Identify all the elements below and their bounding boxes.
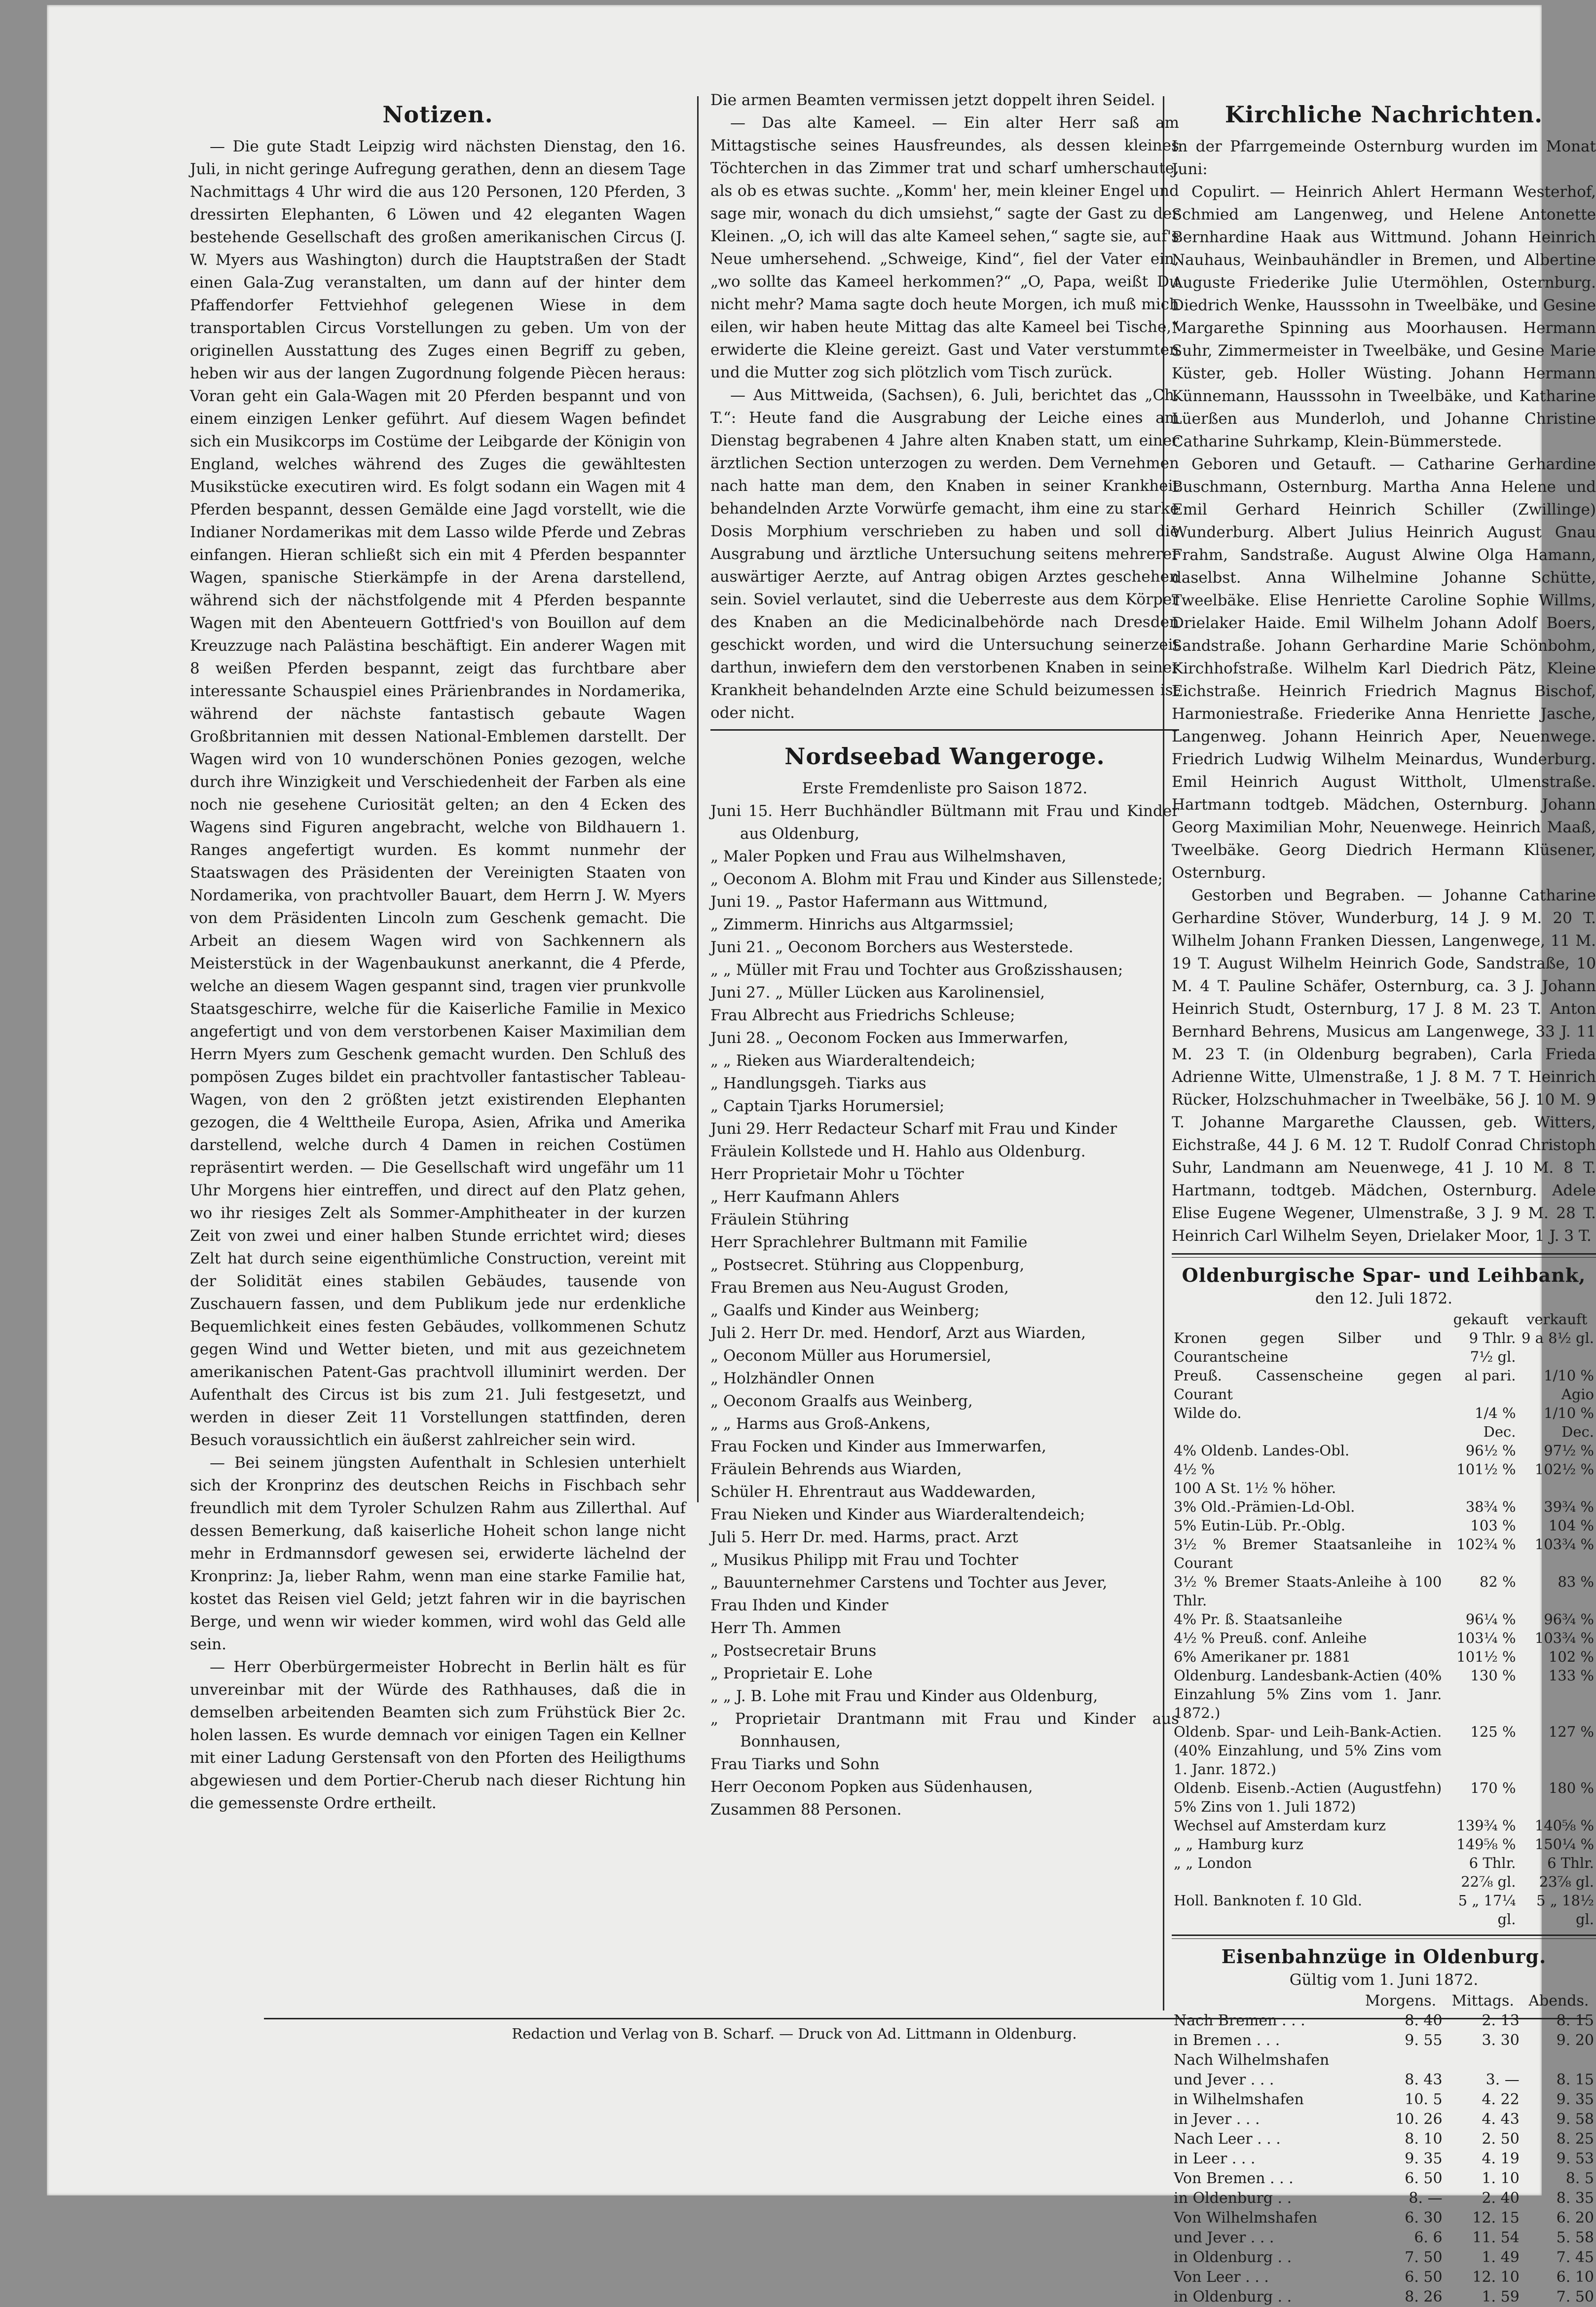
table-cell (1357, 2050, 1445, 2070)
table-cell: in Bremen . . . (1174, 2032, 1280, 2049)
table-cell: 2. 13 (1482, 2012, 1520, 2029)
table-row (1172, 1460, 1596, 1479)
table-cell: Wilde do. (1174, 1405, 1242, 1421)
table-cell: 103¾ % (1534, 1630, 1594, 1646)
table-cell: in Oldenburg . . (1174, 2288, 1292, 2306)
guest-list-item: Schüler H. Ehrentraut aus Waddewarden, (710, 1483, 1036, 1501)
table-cell: 125 % (1470, 1723, 1516, 1740)
table-cell: Oldenb. Spar- und Leih-Bank-Actien. (40% Einzahlung, und 5% Zins vom 1. Janr. 1872.) (1174, 1723, 1442, 1778)
table-cell: 7. 45 (1556, 2249, 1594, 2266)
guest-list-item: „ Musikus Philipp mit Frau und Tochter (710, 1551, 1018, 1569)
section-title-trains: Eisenbahnzüge in Oldenburg. (1221, 1945, 1547, 1968)
table-cell: 103¼ % (1456, 1630, 1516, 1646)
table-cell: 102 % (1548, 1648, 1594, 1665)
table-row (1172, 1535, 1596, 1572)
table-cell: 8. 25 (1556, 2130, 1594, 2148)
table-cell: 6% Amerikaner pr. 1881 (1174, 1648, 1351, 1665)
table-cell: 96½ % (1465, 1442, 1516, 1459)
column-right (1172, 89, 1596, 2307)
table-cell: in Jever . . . (1174, 2111, 1260, 2128)
table-cell: 102¾ % (1456, 1536, 1516, 1553)
guest-list-item: „ Postsecretair Bruns (710, 1642, 877, 1660)
guest-list-item: „ Captain Tjarks Horumersiel; (710, 1097, 945, 1115)
table-cell: 1. 10 (1482, 2170, 1520, 2187)
table-cell: Von Leer . . . (1174, 2269, 1269, 2286)
table-header-cell: verkauft (1526, 1311, 1588, 1328)
table-cell: 101½ % (1456, 1648, 1516, 1665)
table-cell: 83 % (1558, 1573, 1594, 1590)
table-cell: 97½ % (1544, 1442, 1594, 1459)
table-cell: 150¼ % (1534, 1836, 1594, 1853)
table-header-cell (1172, 1991, 1357, 2011)
footer-rule (264, 2018, 1586, 2019)
table-row (1172, 2149, 1596, 2169)
table-cell: 6. 10 (1556, 2269, 1594, 2286)
table-row (1172, 2287, 1596, 2307)
table-cell: und Jever . . . (1174, 2071, 1274, 2088)
table-cell: 8. 5 (1565, 2170, 1594, 2187)
table-cell: 1/10 % Dec. (1544, 1405, 1594, 1440)
guest-list-item: Herr Sprachlehrer Bultmann mit Familie (710, 1233, 1028, 1251)
article-hobrecht: — Herr Oberbürgermeister Hobrecht in Berlin hält es für unvereinbar mit der Würde des Rathhauses, daß die in demselben arbeitenden Beamten sich zum Frühstück Bier 2c. holen lassen. Es wurde demnach vor einigen Tagen ein Kellner mit einer Ladung Gerstensaft von den Pforten des Heiligthums abgewiesen und dem Portier-Cherub nach dieser Richtung hin die gemessenste Ordre ertheilt. (190, 1658, 686, 1812)
guest-list-item: „ Gaalfs und Kinder aus Weinberg; (710, 1302, 980, 1319)
imprint-footer: Redaction und Verlag von B. Scharf. — Druck von Ad. Littmann in Oldenburg. (512, 2025, 1077, 2042)
table-cell: 8. 10 (1405, 2130, 1443, 2148)
bank-rates-table (1172, 1310, 1596, 1929)
table-row (1172, 2129, 1596, 2149)
table-cell (1445, 2050, 1522, 2070)
table-row (1172, 1779, 1596, 1816)
table-cell: 4. 19 (1482, 2150, 1520, 2167)
guest-list-item: „ Maler Popken und Frau aus Wilhelmshaven, (710, 848, 1067, 865)
table-cell: 7. 50 (1405, 2249, 1443, 2266)
table-cell: 5 „ 18½ gl. (1536, 1892, 1594, 1928)
table-cell: 127 % (1548, 1723, 1594, 1740)
divider (1172, 1253, 1596, 1258)
kirchliche-intro: In der Pfarrgemeinde Osternburg wurden im Monat Juni: (1172, 138, 1596, 178)
table-cell: 100 A St. 1½ % höher. (1174, 1480, 1336, 1496)
guest-list-item: „ „ Müller mit Frau und Tochter aus Großzisshausen; (710, 961, 1123, 979)
table-cell (1518, 1479, 1596, 1497)
table-cell (1444, 1479, 1518, 1497)
table-cell: 103¾ % (1534, 1536, 1594, 1553)
table-cell: 96¾ % (1544, 1611, 1594, 1628)
table-cell: Kronen gegen Silber und Courantscheine (1174, 1330, 1442, 1365)
table-cell: 1/4 % Dec. (1475, 1405, 1516, 1440)
table-cell: 6. 20 (1556, 2209, 1594, 2227)
table-cell (1522, 2050, 1596, 2070)
table-cell: 1. 49 (1482, 2249, 1520, 2266)
table-cell: 11. 54 (1472, 2229, 1520, 2246)
table-row (1172, 1572, 1596, 1610)
table-cell: 139¾ % (1456, 1817, 1516, 1834)
table-cell: „ „ London (1174, 1855, 1252, 1871)
table-row (1172, 1516, 1596, 1535)
column-middle (710, 89, 1179, 1821)
table-cell: 4. 22 (1482, 2091, 1520, 2108)
guest-list-item: „ Zimmerm. Hinrichs aus Altgarmssiel; (710, 916, 1014, 933)
table-cell: 4% Oldenb. Landes-Obl. (1174, 1442, 1350, 1459)
guest-list-item: „ Handlungsgeh. Tiarks aus (710, 1075, 927, 1092)
table-cell: Nach Leer . . . (1174, 2130, 1281, 2148)
guest-list-item: „ Postsecret. Stühring aus Cloppenburg, (710, 1256, 1025, 1274)
table-header-cell: Morgens. (1365, 1992, 1437, 2009)
table-cell: 6. 30 (1405, 2209, 1443, 2227)
table-cell: 39¾ % (1544, 1498, 1594, 1515)
table-cell: 10. 26 (1395, 2111, 1443, 2128)
table-row (1172, 1441, 1596, 1460)
guest-list-item: Juni 19. „ Pastor Hafermann aus Wittmund, (710, 893, 1048, 911)
table-cell: 1. 59 (1482, 2288, 1520, 2306)
bank-date: den 12. Juli 1872. (1315, 1290, 1452, 1307)
table-cell: 8. 40 (1405, 2012, 1443, 2029)
table-cell: 4. 43 (1482, 2111, 1520, 2128)
article-kameel: — Das alte Kameel. — Ein alter Herr saß am Mittagstische seines Hausfreundes, als dessen kleines Töchterchen in das Zimmer trat und scharf umherschaute, als ob es etwas suchte. „Komm' her, mein kleiner Engel und sage mir, wonach du dich umsiehst,“ sagte der Gast zu der Kleinen. „O, ich will das alte Kameel sehen,“ sagte sie, auf's Neue umhersehend. „Schweige, Kind“, fiel der Vater ein, „wo sollte das Kameel herkommen?“ „O, Papa, weißt Du nicht mehr? Mama sagte doch heute Morgen, ich muß mich eilen, wir haben heute Mittag das alte Kameel bei Tische,“ erwiderte die Kleine gereizt. Gast und Vater verstummten und die Mutter zog sich plötzlich vom Tisch zurück. (710, 114, 1179, 381)
table-cell: 103 % (1470, 1517, 1516, 1534)
table-row (1172, 1816, 1596, 1835)
guest-list-item: Frau Albrecht aus Friedrichs Schleuse; (710, 1006, 1015, 1024)
table-row (1172, 1891, 1596, 1929)
table-cell: 6 Thlr. 22⅞ gl. (1461, 1855, 1516, 1890)
table-row (1172, 1497, 1596, 1516)
table-cell: 9 a 8½ gl. (1521, 1330, 1594, 1346)
guest-list-item: „ Proprietair Drantmann mit Frau und Kinder aus Bonnhausen, (710, 1710, 1179, 1750)
table-cell: 9. 53 (1556, 2150, 1594, 2167)
section-title-wangeroge: Nordseebad Wangeroge. (784, 743, 1105, 770)
guest-list-item: Zusammen 88 Personen. (710, 1801, 902, 1819)
guest-list-item: „ „ Harms aus Groß-Ankens, (710, 1415, 931, 1433)
guest-list-item: Herr Th. Ammen (710, 1619, 841, 1637)
table-cell: 4½ % (1174, 1461, 1215, 1478)
table-cell: 1/10 % Agio (1544, 1367, 1594, 1403)
table-cell: 140⅝ % (1534, 1817, 1594, 1834)
table-cell: 6. 50 (1405, 2170, 1443, 2187)
section-title-kirchliche: Kirchliche Nachrichten. (1225, 101, 1543, 128)
guest-list-item: Fräulein Kollstede und H. Hahlo aus Oldenburg. (710, 1143, 1086, 1160)
table-cell: al pari. (1464, 1367, 1516, 1384)
guest-list-item: Juni 27. „ Müller Lücken aus Karolinensiel, (710, 984, 1045, 1002)
guest-list-item: Fräulein Stühring (710, 1211, 849, 1228)
table-cell: 5. 58 (1556, 2229, 1594, 2246)
table-row (1172, 1629, 1596, 1647)
table-cell: 8. 35 (1556, 2190, 1594, 2207)
article-continuation: Die armen Beamten vermissen jetzt doppelt ihren Seidel. (710, 91, 1155, 109)
table-row (1172, 2110, 1596, 2129)
table-cell: in Wilhelmshafen (1174, 2091, 1304, 2108)
table-cell: 130 % (1470, 1667, 1516, 1684)
table-cell: „ „ Hamburg kurz (1174, 1836, 1303, 1853)
article-mittweida: — Aus Mittweida, (Sachsen), 6. Juli, berichtet das „Ch. T.“: Heute fand die Ausgrabung der Leiche eines am Dienstag begrabenen 4 Jahre alten Knaben statt, um einer ärztlichen Section unterzogen zu werden. Dem Vernehmen nach hatte man dem, den Knaben in seiner Krankheit behandelnden Arzte Vorwürfe gemacht, ihm eine zu starke Dosis Morphium verschrieben zu haben und soll die Ausgrabung und ärztliche Untersuchung seitens mehrerer auswärtiger Aerzte, auf Antrag obigen Arztes geschehen sein. Soviel verlautet, sind die Ueberreste aus dem Körper des Knaben an die Medicinalbehörde nach Dresden geschickt worden, und wird die Untersuchung seinerzeit darthun, inwiefern dem den verstorbenen Knaben in seiner Krankheit behandelnden Arzte eine Schuld beizumessen ist oder nicht. (710, 386, 1179, 722)
table-cell: 6 Thlr. 23⅞ gl. (1539, 1855, 1594, 1890)
guest-list-item: Frau Tiarks und Sohn (710, 1755, 880, 1773)
table-cell: 8. 15 (1556, 2071, 1594, 2088)
table-cell: 5 „ 17¼ gl. (1458, 1892, 1516, 1928)
table-row (1172, 2050, 1596, 2070)
section-title-bank: Oldenburgische Spar- und Leihbank, (1182, 1264, 1586, 1286)
table-cell: 82 % (1479, 1573, 1516, 1590)
table-cell: 9 Thlr. 7½ gl. (1469, 1330, 1516, 1365)
table-cell: Von Wilhelmshafen (1174, 2209, 1318, 2227)
table-row (1172, 1722, 1596, 1779)
table-row (1172, 2169, 1596, 2189)
guest-list-item: Frau Bremen aus Neu-August Groden, (710, 1279, 1009, 1297)
guest-list-item: Juni 15. Herr Buchhändler Bültmann mit Frau und Kinder aus Oldenburg, (710, 802, 1179, 843)
table-header-cell: Mittags. (1451, 1992, 1514, 2009)
table-cell: 8. 26 (1405, 2288, 1443, 2306)
kirchliche-copulirt: Copulirt. — Heinrich Ahlert Hermann Westerhof, Schmied am Langenweg, und Helene Antonette Bernhardine Haak aus Wittmund. Johann Heinrich Nauhaus, Weinbauhändler in Bremen, und Albertine Auguste Friederike Julie Utermöhlen, Osternburg. Diedrich Wenke, Hausssohn in Tweelbäke, und Gesine Margarethe Spinning aus Moorhausen. Hermann Suhr, Zimmermeister in Tweelbäke, und Gesine Marie Küster, geb. Holler Wüsting. Johann Hermann Künnemann, Hausssohn in Tweelbäke, und Katharine Lüerßen aus Munderloh, und Johanne Christine Catharine Suhrkamp, Klein-Bümmerstede. (1172, 183, 1596, 450)
table-row (1172, 2208, 1596, 2228)
table-cell: 170 % (1470, 1780, 1516, 1796)
article-circus: — Die gute Stadt Leipzig wird nächsten Dienstag, den 16. Juli, in nicht geringe Aufregung gerathen, denn an diesem Tage Nachmittags 4 Uhr wird die aus 120 Personen, 120 Pferden, 3 dressirten Elephanten, 6 Löwen und 42 eleganten Wagen bestehende Gesellschaft des großen amerikanischen Circus (J. W. Myers aus Washington) durch die Hauptstraßen der Stadt einen Gala-Zug veranstalten, um dann auf der hinter dem Pfaffendorfer Fettviehhof gelegenen Wiese in dem transportablen Circus Vorstellungen zu geben. Um von der originellen Ausstattung des Zuges einen Begriff zu geben, heben wir aus der langen Zugordnung folgende Piècen heraus: Voran geht ein Gala-Wagen mit 20 Pferden bespannt und von einem einzigen Lenker geführt. Auf diesem Wagen befindet sich ein Musikcorps im Costüme der Leibgarde der Königin von England, welches während des Zuges die gewähltesten Musikstücke executiren wird. Es folgt sodann ein Wagen mit 4 Pferden bespannt, dessen Gemälde eine Jagd vorstellt, wie die Indianer Nordamerikas mit dem Lasso wilde Pferde und Zebras einfangen. Hieran schließt sich ein mit 4 Pferden bespannter Wagen, spanische Stierkämpfe in der Arena darstellend, während sich der nächstfolgende mit 4 Pferden bespannte Wagen mit den Abenteuern Gottfried's von Bouillon auf dem Kreuzzuge nach Palästina beschäftigt. Ein anderer Wagen mit 8 weißen Pferden bespannt, zeigt das furchtbare aber interessante Schauspiel eines Prärienbrandes in Nordamerika, während der nächste fantastisch gebaute Wagen Großbritannien mit dessen National-Emblemen darstellt. Der Wagen wird von 10 wunderschönen Ponies gezogen, welche durch ihre Winzigkeit und Verschiedenheit der Farben als eine noch nie gesehene Curiosität gelten; an den 4 Ecken des Wagens sind Figuren angebracht, welche von Bildhauern 1. Ranges angefertigt wurden. Es kommt nunmehr der Staatswagen des Präsidenten der Vereinigten Staaten von Nordamerika, von prachtvoller Bauart, dem Herrn J. W. Myers von dem Präsidenten Lincoln zum Geschenk gemacht. Die Arbeit an diesem Wagen wird von Sachkennern als Meisterstück in der Wagenbaukunst anerkannt, die 4 Pferde, welche an diesem Wagen gespannt sind, tragen vier prunkvolle Staatsgeschirre, welche für die Kaiserliche Familie in Mexico angefertigt und von dem verstorbenen Kaiser Maximilian dem Herrn Myers zum Geschenk gemacht wurden. Den Schluß des pompösen Zuges bildet ein prachtvoller fantastischer Tableau-Wagen, von den 2 größten jetzt existirenden Elephanten gezogen, die 4 Welttheile Europa, Asien, Afrika und Amerika darstellend, welche durch 4 Damen in reichen Costümen repräsentirt werden. — Die Gesellschaft wird ungefähr um 11 Uhr Morgens hier eintreffen, und direct auf den Platz gehen, wo ihr riesiges Zelt als Sommer-Amphitheater in der kurzen Zeit von zwei und einer halben Stunde errichtet wird; dieses Zelt hat durch seine eigenthümliche Construction, vereint mit der Solidität eines stabilen Gebäudes, tausende von Zuschauern fassen, und dem Publikum jede nur erdenkliche Bequemlichkeit eines festen Gebäudes, vollkommenen Schutz gegen Wind und Wetter bieten, und mit aus gezeichnetem amerikanischen Patent-Gas prachtvoll illuminirt werden. Der Aufenthalt des Circus ist bis zum 21. Juli festgesetzt, und werden in dieser Zeit 11 Vorstellungen stattfinden, deren Besuch voraussichtlich ein äußerst zahlreicher sein wird. (190, 138, 686, 1449)
table-cell: 3. — (1485, 2071, 1520, 2088)
table-row (1172, 2189, 1596, 2208)
table-cell: 9. 35 (1556, 2091, 1594, 2108)
table-row (1172, 2228, 1596, 2248)
table-cell: in Oldenburg . . (1174, 2190, 1292, 2207)
table-cell: 180 % (1548, 1780, 1594, 1796)
table-cell: und Jever . . . (1174, 2229, 1274, 2246)
table-cell: 12. 10 (1472, 2269, 1520, 2286)
divider (1172, 1935, 1596, 1939)
table-cell: Oldenburg. Landesbank-Actien (40% Einzahlung 5% Zins vom 1. Janr. 1872.) (1174, 1667, 1442, 1721)
kirchliche-geboren: Geboren und Getauft. — Catharine Gerhardine Buschmann, Osternburg. Martha Anna Helene und Emil Gerhard Heinrich Schiller (Zwillinge) Wunderburg. Albert Julius Heinrich August Gnau Frahm, Sandstraße. August Alwine Olga Hamann, daselbst. Anna Wilhelmine Johanne Schütte, Tweelbäke. Elise Henriette Caroline Sophie Willms, Drielaker Haide. Emil Wilhelm Johann Adolf Boers, Sandstraße. Johann Gerhardine Marie Schönbohm, Kirchhofstraße. Wilhelm Karl Diedrich Pätz, Kleine Eichstraße. Heinrich Friedrich Magnus Bischof, Harmoniestraße. Friederike Anna Henriette Jasche, Langenweg. Johann Heinrich Aper, Neuenwege. Friedrich Ludwig Wilhelm Meinardus, Wunderburg. Emil Heinrich August Wittholt, Ulmenstraße. Hartmann todtgeb. Mädchen, Osternburg. Johann Georg Maximilian Mohr, Neuenwege. Heinrich Maaß, Tweelbäke. Georg Diedrich Hermann Klüsener, Osternburg. (1172, 455, 1596, 882)
table-cell: 3½ % Bremer Staats-Anleihe à 100 Thlr. (1174, 1573, 1442, 1609)
table-cell: Nach Wilhelmshafen (1174, 2051, 1330, 2069)
table-cell: 9. 55 (1405, 2032, 1443, 2049)
guest-list-item: Juni 28. „ Oeconom Focken aus Immerwarfen, (710, 1029, 1069, 1047)
guest-list-item: „ Herr Kaufmann Ahlers (710, 1188, 899, 1206)
table-cell: Nach Bremen . . . (1174, 2012, 1305, 2029)
table-cell: 3% Old.-Prämien-Ld-Obl. (1174, 1498, 1355, 1515)
table-cell: 9. 58 (1556, 2111, 1594, 2128)
guest-list-item: „ Oeconom Graalfs aus Weinberg, (710, 1392, 973, 1410)
table-cell: 6. 50 (1405, 2269, 1443, 2286)
table-cell: Von Bremen . . . (1174, 2170, 1294, 2187)
guest-list-item: Frau Nieken und Kinder aus Wiarderaltendeich; (710, 1506, 1085, 1524)
table-cell: 3. 30 (1482, 2032, 1520, 2049)
table-cell: 102½ % (1534, 1461, 1594, 1478)
table-cell: 7. 50 (1556, 2288, 1594, 2306)
table-cell: 96¼ % (1465, 1611, 1516, 1628)
table-cell: Oldenb. Eisenb.-Actien (Augustfehn) 5% Zins von 1. Juli 1872) (1174, 1780, 1442, 1815)
table-cell: 6. 6 (1414, 2229, 1443, 2246)
guest-list-item: Frau Focken und Kinder aus Immerwarfen, (710, 1438, 1046, 1455)
table-cell: 2. 40 (1482, 2190, 1520, 2207)
guest-list-item: „ Bauunternehmer Carstens und Tochter aus Jever, (710, 1574, 1108, 1592)
guest-list-item: Fräulein Behrends aus Wiarden, (710, 1460, 962, 1478)
table-cell: 8. 15 (1556, 2012, 1594, 2029)
table-cell: Holl. Banknoten f. 10 Gld. (1174, 1892, 1362, 1909)
guest-list-item: „ Oeconom Müller aus Horumersiel, (710, 1347, 992, 1365)
table-cell: 8. — (1409, 2190, 1443, 2207)
table-row (1172, 2070, 1596, 2090)
table-cell: 4½ % Preuß. conf. Anleihe (1174, 1630, 1367, 1646)
section-subtitle-wangeroge: Erste Fremdenliste pro Saison 1872. (802, 780, 1088, 797)
table-row (1172, 1854, 1596, 1891)
table-cell: Wechsel auf Amsterdam kurz (1174, 1817, 1386, 1834)
table-header-cell: gekauft (1453, 1311, 1509, 1328)
table-row (1172, 2248, 1596, 2268)
table-row (1172, 1329, 1596, 1366)
kirchliche-gestorben: Gestorben und Begraben. — Johanne Catharine Gerhardine Stöver, Wunderburg, 14 J. 9 M. 20 T. Wilhelm Johann Franken Diessen, Langenwege, 11 M. 19 T. August Wilhelm Heinrich Gode, Sandstraße, 10 M. 4 T. Pauline Schäfer, Osternburg, ca. 3 J. Johann Heinrich Studt, Osternburg, 17 J. 8 M. 23 T. Anton Bernhard Behrens, Musicus am Langenwege, 33 J. 11 M. 23 T. (in Oldenburg begraben), Carla Frieda Adrienne Witte, Ulmenstraße, 1 J. 8 M. 7 T. Heinrich Rücker, Holzschuhmacher in Tweelbäke, 56 J. 10 M. 9 T. Johanne Margarethe Claussen, geb. Witters, Eichstraße, 44 J. 6 M. 12 T. Rudolf Conrad Christoph Suhr, Landmann am Neuenwege, 41 J. 10 M. 8 T. Hartmann, todtgeb. Mädchen, Osternburg. Adele Elise Eugene Wegener, Ulmenstraße, 3 J. 9 M. 28 T. Heinrich Carl Wilhelm Seyen, Drielaker Moor, 1 J. 3 T. (1172, 887, 1596, 1245)
guest-list-item: „ Oeconom A. Blohm mit Frau und Kinder aus Sillenstede; (710, 870, 1163, 888)
guest-list (710, 800, 1179, 1821)
table-cell: 38¾ % (1465, 1498, 1516, 1515)
table-row (1172, 1835, 1596, 1854)
table-cell: 149⅝ % (1456, 1836, 1516, 1853)
table-cell: 8. 43 (1405, 2071, 1443, 2088)
column-rule-left (697, 96, 699, 1502)
guest-list-item: Juni 29. Herr Redacteur Scharf mit Frau und Kinder (710, 1120, 1117, 1138)
table-cell: in Leer . . . (1174, 2150, 1256, 2167)
guest-list-item: „ Holzhändler Onnen (710, 1370, 875, 1387)
table-cell: Preuß. Cassenscheine gegen Courant (1174, 1367, 1442, 1403)
guest-list-item: Juli 2. Herr Dr. med. Hendorf, Arzt aus Wiarden, (710, 1324, 1086, 1342)
table-row (1172, 2090, 1596, 2110)
table-row (1172, 1666, 1596, 1722)
guest-list-item: Juni 21. „ Oeconom Borchers aus Westerstede. (710, 938, 1074, 956)
table-cell: 12. 15 (1472, 2209, 1520, 2227)
guest-list-item: „ „ J. B. Lohe mit Frau und Kinder aus Oldenburg, (710, 1687, 1098, 1705)
table-cell: 9. 35 (1405, 2150, 1443, 2167)
table-cell: 101½ % (1456, 1461, 1516, 1478)
table-cell: 2. 50 (1482, 2130, 1520, 2148)
table-row (1172, 1610, 1596, 1629)
section-title-notizen: Notizen. (382, 101, 493, 128)
table-cell: 9. 20 (1556, 2032, 1594, 2049)
table-cell: 3½ % Bremer Staatsanleihe in Courant (1174, 1536, 1442, 1571)
guest-list-item: „ „ Rieken aus Wiarderaltendeich; (710, 1052, 976, 1070)
guest-list-item: Juli 5. Herr Dr. med. Harms, pract. Arzt (710, 1528, 1018, 1546)
table-cell: in Oldenburg . . (1174, 2249, 1292, 2266)
table-cell: 5% Eutin-Lüb. Pr.-Oblg. (1174, 1517, 1346, 1534)
article-kronprinz: — Bei seinem jüngsten Aufenthalt in Schlesien unterhielt sich der Kronprinz des deutschen Reichs in Fischbach sehr freundlich mit dem Tyroler Schulzen Rahm aus Zillerthal. Auf dessen Bemerkung, daß kaiserliche Hoheit schon lange nicht mehr in Erdmannsdorf gewesen sei, erwiderte lächelnd der Kronprinz: Ja, lieber Rahm, wenn man eine starke Familie hat, kostet das Reisen viel Geld; jetzt fahren wir in die bayrischen Berge, und wenn wir wieder kommen, wird wohl das Geld alle sein. (190, 1454, 686, 1653)
newspaper-page (47, 5, 1596, 2306)
guest-list-item: Herr Proprietair Mohr u Töchter (710, 1165, 964, 1183)
table-header-cell: Abends. (1528, 1992, 1589, 2009)
table-cell: 10. 5 (1405, 2091, 1443, 2108)
table-row (1172, 2268, 1596, 2287)
train-validity: Gültig vom 1. Juni 1872. (1289, 1971, 1479, 1989)
column-notizen (190, 89, 686, 1815)
divider (710, 729, 1179, 731)
table-row (1172, 1647, 1596, 1666)
table-cell: 133 % (1548, 1667, 1594, 1684)
table-cell: 4% Pr. ß. Staatsanleihe (1174, 1611, 1342, 1628)
table-header-cell (1172, 1310, 1444, 1329)
table-row (1172, 1366, 1596, 1404)
guest-list-item: Herr Oeconom Popken aus Südenhausen, (710, 1778, 1033, 1796)
guest-list-item: Frau Ihden und Kinder (710, 1597, 889, 1614)
table-row (1172, 1404, 1596, 1441)
table-row (1172, 1479, 1596, 1497)
guest-list-item: „ Proprietair E. Lohe (710, 1665, 873, 1682)
table-cell: 104 % (1548, 1517, 1594, 1534)
